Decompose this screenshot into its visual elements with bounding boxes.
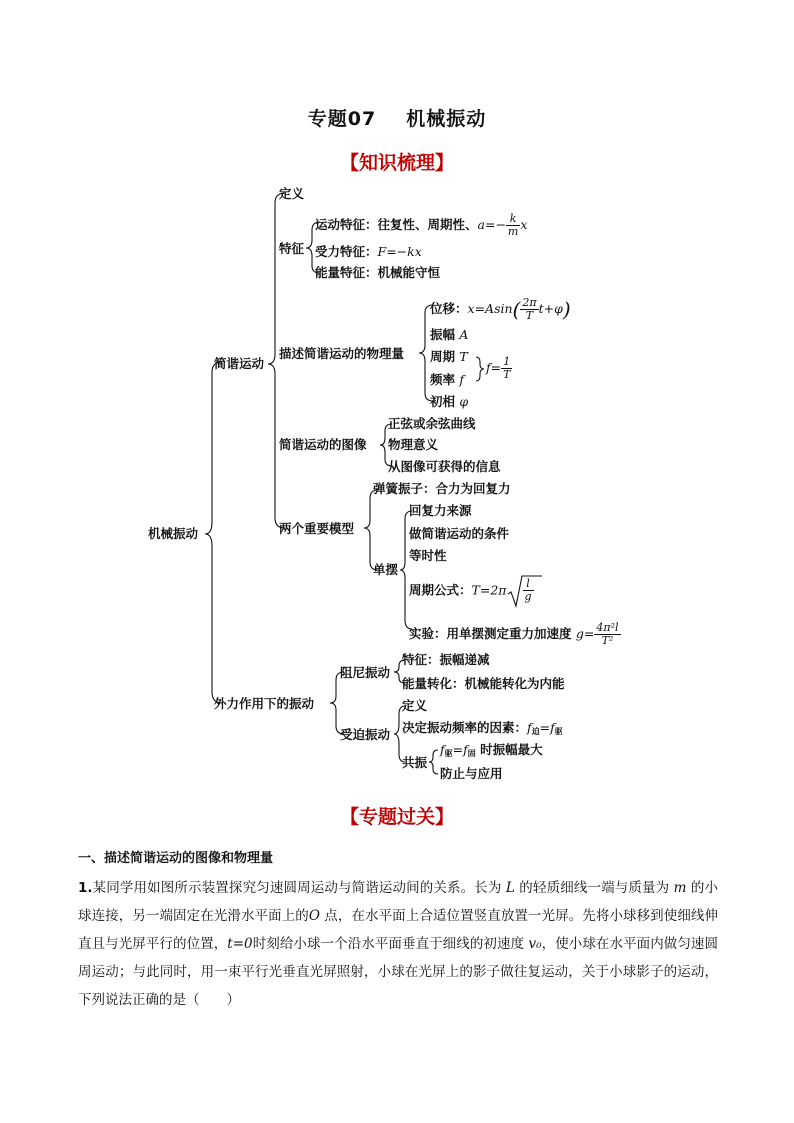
- node-freq-relation: [486, 356, 512, 381]
- forced-freq-b: f: [550, 720, 555, 735]
- node-pendulum: 单摆: [373, 562, 399, 577]
- equals-sign: =: [539, 720, 551, 735]
- node-phase: [430, 394, 468, 410]
- q-text-3: 的小球连接，另一端固定在光滑水平面上的: [78, 880, 718, 924]
- q-var-O: O: [308, 908, 320, 924]
- title-main: 机械振动: [406, 108, 487, 130]
- node-damped: 阻尼振动: [340, 665, 391, 680]
- frac-den: T: [503, 368, 511, 381]
- resonance-text: 时振幅最大: [480, 742, 543, 757]
- period-formula-label: 周期公式：: [409, 582, 472, 598]
- node-graph-item-2: 物理意义: [388, 437, 439, 452]
- frac-num: 4π²l: [596, 621, 619, 634]
- node-models: 两个重要模型: [279, 521, 355, 536]
- node-pendulum-item-3: 等时性: [409, 548, 447, 563]
- feature-motion-tail: x: [520, 217, 528, 232]
- section-title: 一、描述简谐运动的图像和物理量: [78, 851, 274, 866]
- title-prefix: 专题07: [307, 108, 377, 130]
- node-amplitude: [430, 327, 468, 343]
- node-root: 机械振动: [148, 526, 199, 541]
- node-graph-item-1: 正弦或余弦曲线: [388, 416, 476, 431]
- brace-external: [330, 672, 344, 734]
- node-damped-item-2: 能量转化：机械能转化为内能: [402, 676, 565, 691]
- brace-models: [364, 490, 378, 570]
- q-text-1: 某同学用如图所示装置探究匀速圆周运动与简谐运动间的关系。长为: [92, 880, 506, 896]
- node-period: [430, 349, 468, 365]
- resonance-b: f: [463, 742, 468, 757]
- node-period-formula: [409, 574, 543, 608]
- paren-close: ): [562, 297, 571, 322]
- experiment-label: 实验：用单摆测定重力加速度: [409, 626, 572, 641]
- freq-relation-fraction: [501, 356, 512, 381]
- displacement-fraction: [520, 297, 538, 322]
- frac-den: g: [524, 590, 532, 603]
- feature-motion-fraction: [506, 213, 520, 238]
- frac-den: T: [525, 309, 534, 322]
- paren-open: (: [512, 297, 521, 322]
- node-frequency: [430, 372, 464, 388]
- forced-freq-label: 决定振动频率的因素：: [402, 720, 528, 735]
- displacement-tail: t+φ: [538, 301, 563, 316]
- q-var-v0: v₀: [528, 936, 542, 952]
- forced-freq-b-sub: 驱: [554, 727, 563, 736]
- feature-force-formula: F=−kx: [377, 244, 422, 259]
- frequency-label: 频率: [430, 372, 456, 387]
- phase-label: 初相: [430, 394, 456, 409]
- amplitude-label: 振幅: [430, 327, 456, 342]
- feature-motion-text: 运动特征：往复性、周期性、: [315, 217, 478, 232]
- amplitude-sym: A: [459, 327, 469, 342]
- frac-den: T²: [601, 634, 614, 647]
- period-formula-lhs: T=2π: [471, 582, 507, 598]
- q-var-L: L: [505, 880, 515, 896]
- forced-freq-a: f: [527, 720, 532, 735]
- node-damped-item-1: 特征：振幅递减: [402, 652, 490, 667]
- forced-freq-a-sub: 迫: [531, 727, 540, 736]
- equals-sign: =: [452, 742, 464, 757]
- brace-root: [205, 362, 222, 703]
- q-var-t0: t=0: [227, 936, 253, 952]
- displacement-text: 位移：: [430, 301, 468, 316]
- question-number: 1.: [78, 880, 93, 896]
- experiment-lhs: g=: [575, 626, 595, 641]
- node-forced: 受迫振动: [340, 727, 391, 742]
- frac-den: m: [507, 225, 519, 238]
- node-pendulum-item-1: 回复力来源: [409, 503, 472, 518]
- freq-relation-lhs: f=: [486, 360, 502, 375]
- feature-motion-lhs: a=−: [477, 217, 506, 232]
- period-formula-fraction: [523, 578, 534, 603]
- resonance-a: f: [440, 742, 445, 757]
- node-resonance-use: 防止与应用: [440, 766, 503, 781]
- experiment-fraction: [594, 622, 620, 647]
- node-forced-freq: [402, 720, 563, 740]
- q-text-5: 时刻给小球一个沿水平面垂直于细线的初速度: [252, 936, 529, 952]
- brace-fT: [476, 357, 484, 381]
- node-forced-def: 定义: [402, 698, 428, 713]
- displacement-lhs: x=Asin: [467, 301, 513, 316]
- sqrt-sign: [507, 574, 543, 608]
- node-displacement: [430, 297, 571, 322]
- node-feature-motion: [315, 213, 527, 238]
- node-feature: 特征: [279, 241, 305, 256]
- q-var-m: m: [673, 880, 687, 896]
- frac-num: 1: [501, 356, 512, 369]
- q-text-6: ，使小球在水平面内做匀速圆周运动；与此同时，用一束平行光垂直光屏照射，小球在光屏上的影子做往复运动，关于小球影子的运动，下列说法正确的是（ ）: [78, 936, 719, 1008]
- resonance-b-sub: 固: [467, 749, 476, 758]
- node-experiment: [409, 622, 621, 647]
- frequency-sym: f: [459, 372, 465, 387]
- node-feature-energy: 能量特征：机械能守恒: [315, 265, 441, 280]
- period-sym: T: [459, 349, 468, 364]
- q-text-2: 的轻质细线一端与质量为: [514, 880, 674, 896]
- brace-resonance: [429, 750, 438, 774]
- frac-num: k: [506, 213, 520, 226]
- pass-heading: 【专题过关】: [339, 806, 454, 828]
- node-feature-force: [315, 244, 422, 260]
- node-graph: 简谐运动的图像: [279, 437, 367, 452]
- frac-num: l: [523, 578, 534, 591]
- node-shm: 简谐运动: [214, 356, 265, 371]
- node-pendulum-item-2: 做简谐运动的条件: [409, 526, 510, 541]
- node-spring: 弹簧振子：合力为回复力: [373, 481, 511, 496]
- node-external: 外力作用下的振动: [214, 696, 315, 711]
- node-quantities: 描述简谐运动的物理量: [279, 346, 405, 361]
- node-graph-item-3: 从图像可获得的信息: [388, 459, 501, 474]
- node-definition: 定义: [279, 186, 305, 201]
- resonance-a-sub: 驱: [444, 749, 453, 758]
- period-label: 周期: [430, 349, 456, 364]
- phase-sym: φ: [459, 394, 469, 409]
- frac-num: 2π: [522, 296, 537, 309]
- question-1: [78, 874, 718, 1014]
- node-resonance-cond: [440, 742, 543, 762]
- feature-force-text: 受力特征：: [315, 244, 378, 259]
- node-resonance: 共振: [402, 755, 428, 770]
- q-text-4: 点，在水平面上合适位置竖直放置一光屏。先将小球移到使细线伸直且与光屏平行的位置，: [78, 908, 718, 952]
- knowledge-heading: 【知识梳理】: [339, 152, 454, 174]
